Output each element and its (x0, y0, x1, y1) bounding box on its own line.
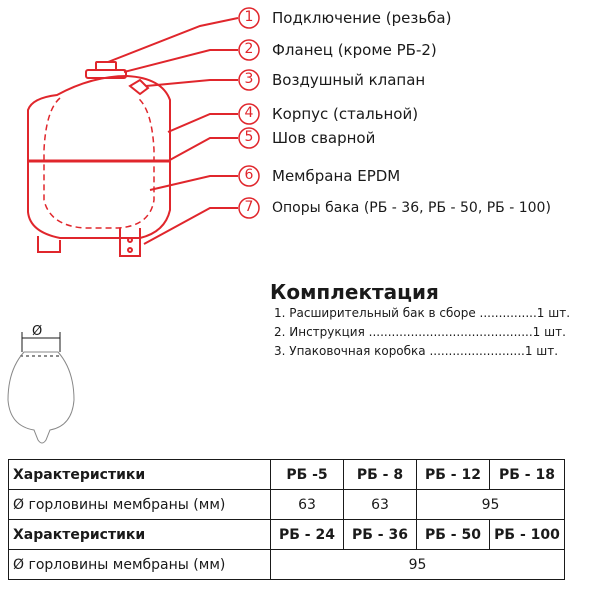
model-cell: РБ -5 (271, 460, 344, 490)
value-cell: 63 (344, 490, 417, 520)
table-row (9, 460, 565, 490)
kit-item: 2. Инструкция ...........................................1 шт. (274, 325, 566, 339)
air-valve (130, 80, 148, 94)
diameter-symbol: Ø (32, 324, 43, 339)
table-row (9, 550, 565, 580)
callout-number-7: 7 (244, 199, 254, 215)
kit-item: 3. Упаковочная коробка .........................1 шт. (274, 344, 559, 358)
leader-7 (144, 208, 238, 244)
row-label: Ø горловины мембраны (мм) (9, 490, 271, 520)
model-cell: РБ - 24 (271, 520, 344, 550)
table-row (9, 490, 565, 520)
callout-label-5: Шов сварной (272, 129, 376, 147)
table-header: Характеристики (9, 460, 271, 490)
model-cell: РБ - 50 (417, 520, 490, 550)
value-cell: 63 (271, 490, 344, 520)
leader-3 (146, 80, 238, 86)
model-cell: РБ - 100 (490, 520, 565, 550)
kit-title: Комплектация (270, 280, 439, 304)
value-cell: 95 (417, 490, 565, 520)
row-label: Ø горловины мембраны (мм) (9, 550, 271, 580)
callout-number-3: 3 (244, 71, 254, 87)
callout-label-2: Фланец (кроме РБ-2) (272, 41, 437, 59)
model-cell: РБ - 18 (490, 460, 565, 490)
kit-item: 1. Расширительный бак в сборе ...............1 шт. (274, 306, 571, 320)
callout-number-5: 5 (244, 129, 254, 145)
leader-5 (168, 138, 238, 161)
callout-label-3: Воздушный клапан (272, 71, 426, 89)
callout-number-1: 1 (244, 9, 254, 25)
membrane-outline (44, 98, 154, 228)
callout-number-4: 4 (244, 105, 254, 121)
spec-table (8, 459, 565, 580)
callout-label-4: Корпус (стальной) (272, 105, 419, 123)
leader-4 (168, 114, 238, 132)
leader-6 (150, 176, 238, 190)
table-header: Характеристики (9, 520, 271, 550)
model-cell: РБ - 8 (344, 460, 417, 490)
value-cell: 95 (271, 550, 565, 580)
membrane-shape (8, 352, 74, 443)
callout-label-6: Мембрана EPDM (272, 167, 401, 185)
model-cell: РБ - 12 (417, 460, 490, 490)
callout-number-2: 2 (244, 41, 254, 57)
leader-1 (108, 18, 238, 62)
tank-body (28, 76, 170, 238)
callout-label-1: Подключение (резьба) (272, 9, 452, 27)
model-cell: РБ - 36 (344, 520, 417, 550)
leader-2 (124, 50, 238, 72)
membrane-diagram (0, 322, 90, 450)
connection-thread (96, 62, 116, 70)
foot-left (38, 236, 60, 252)
table-row (9, 520, 565, 550)
callout-number-6: 6 (244, 167, 254, 183)
callout-label-7: Опоры бака (РБ - 36, РБ - 50, РБ - 100) (272, 200, 551, 216)
